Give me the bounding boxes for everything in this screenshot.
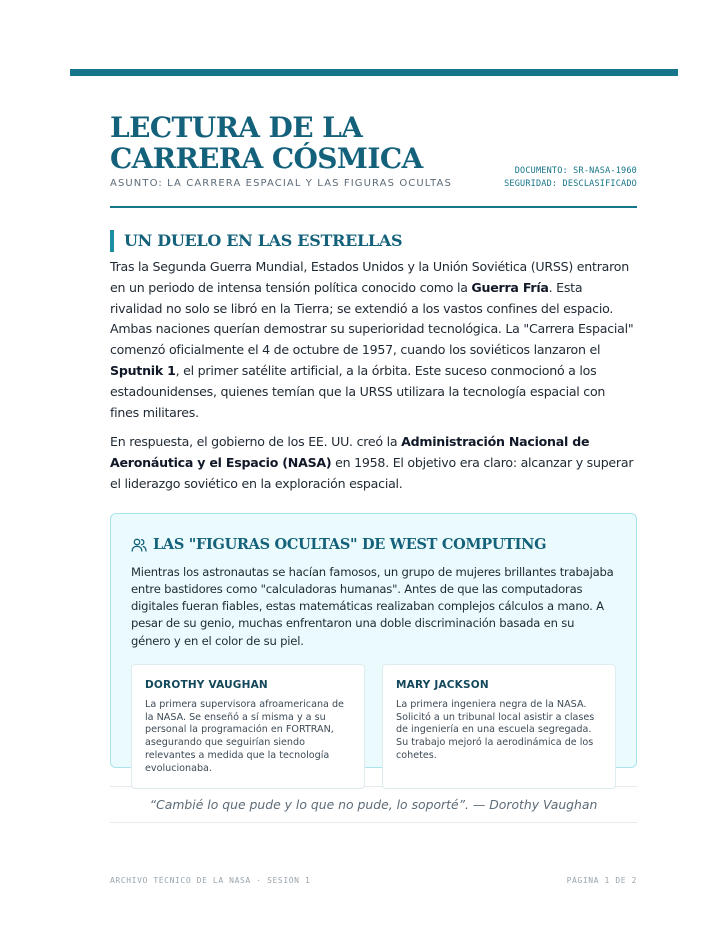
card-text: La primera supervisora afroamericana de la NASA. Se enseñó a sí misma y a su personal la programación en FORTRAN, asegurando que seguirían siendo relevantes a medida que la tecnología evolucionaba. <box>145 698 344 774</box>
callout-title: LAS "FIGURAS OCULTAS" DE WEST COMPUTING <box>153 536 547 554</box>
card-dorothy-vaughan <box>131 664 365 789</box>
card-name: DOROTHY VAUGHAN <box>145 678 268 691</box>
security-level: SEGURIDAD: DESCLASIFICADO <box>504 179 637 189</box>
text-run: . Esta rivalidad no solo se libró en la Tierra; se extendió a los vastos confines del espacio. Ambas naciones querían demostrar su superioridad tecnológica. La "Carrera Espacial" comenzó oficialmente el 4 de octubre de 1957, cuando los soviéticos lanzaron el <box>110 279 634 358</box>
bold-term-sputnik: Sputnik 1 <box>110 362 176 378</box>
card-mary-jackson <box>382 664 616 789</box>
document-title: LECTURA DE LA CARRERA CÓSMICA <box>110 111 423 175</box>
page-footer <box>110 876 637 884</box>
hidden-figures-callout <box>110 513 637 774</box>
top-accent-bar <box>70 69 678 76</box>
footer-archive-label: ARCHIVO TÉCNICO DE LA NASA · SESIÓN 1 <box>110 876 311 884</box>
quote-text: “Cambié lo que pude y lo que no pude, lo soporté”. — Dorothy Vaughan <box>149 796 598 812</box>
text-run: , el primer satélite artificial, a la órbita. Este suceso conmocionó a los estadounidenses, quienes temían que la URSS utilizara la tecnología espacial con fines militares. <box>110 362 606 420</box>
document-header <box>110 110 637 208</box>
nasa-paragraph <box>110 432 637 494</box>
footer-page-number: PÁGINA 1 DE 2 <box>566 876 637 884</box>
document-page <box>110 110 637 823</box>
card-text: La primera ingeniera negra de la NASA. Solicitó a un tribunal local asistir a clases de ingeniería en una escuela segregada. Su trabajo mejoró la aerodinámica de los cohetes. <box>396 698 595 761</box>
document-subject: ASUNTO: LA CARRERA ESPACIAL Y LAS FIGURAS OCULTAS <box>110 178 452 189</box>
users-icon <box>131 538 147 552</box>
callout-text: Mientras los astronautas se hacían famosos, un grupo de mujeres brillantes trabajaba entre bastidores como "calculadoras humanas". Antes de que las computadoras digitales fueran fiables, estas matemáticas realizaban complejos cálculos a mano. A pesar de su genio, muchas enfrentaron una doble discriminación basada en su género y en el color de su piel. <box>131 564 614 648</box>
intro-paragraph <box>110 257 637 423</box>
card-name: MARY JACKSON <box>396 678 489 691</box>
callout-heading <box>131 534 616 556</box>
bold-term-nasa: Administración Nacional de Aeronáutica y el Espacio (NASA) <box>110 434 590 471</box>
bold-term-cold-war: Guerra Fría <box>471 279 549 295</box>
quote-block <box>110 786 637 823</box>
text-run: En respuesta, el gobierno de los EE. UU. creó la <box>110 434 402 450</box>
document-id: DOCUMENTO: SR-NASA-1960 <box>514 166 637 176</box>
text-run: en 1958. El objetivo era claro: alcanzar y superar el liderazgo soviético en la exploración espacial. <box>110 455 634 491</box>
section-heading: UN DUELO EN LAS ESTRELLAS <box>110 230 637 252</box>
biography-cards <box>131 664 616 789</box>
document-meta <box>504 165 637 191</box>
text-run: Tras la Segunda Guerra Mundial, Estados Unidos y la Unión Soviética (URSS) entraron en un periodo de intensa tensión política conocido como la <box>110 259 629 295</box>
